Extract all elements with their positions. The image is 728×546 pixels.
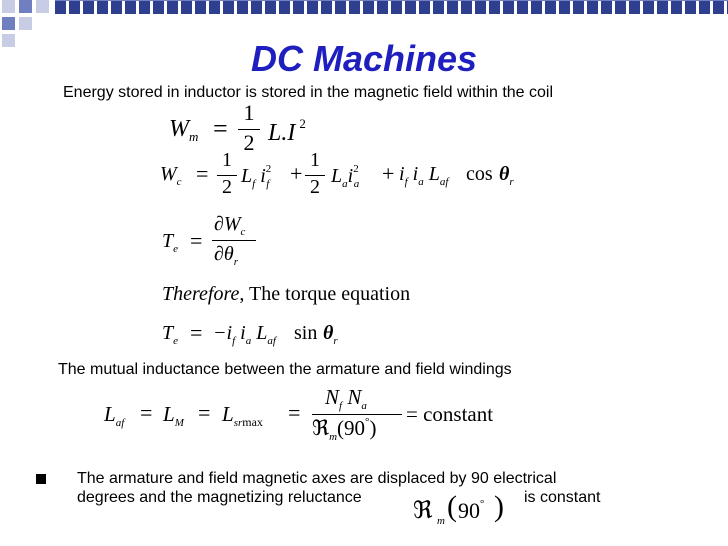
slide-title: DC Machines xyxy=(250,38,478,79)
bullet-line-2: degrees and the magnetizing reluctance xyxy=(77,489,362,506)
bullet-tail: is constant xyxy=(524,489,601,506)
bullet-line-1: The armature and field magnetic axes are displaced by 90 electrical xyxy=(77,470,557,487)
torque-equation-label: , The torque equation xyxy=(239,283,411,305)
therefore-line xyxy=(162,283,410,306)
constant-label: = constant xyxy=(406,402,494,426)
therefore-word: Therefore xyxy=(162,283,240,305)
intro-text: Energy stored in inductor is stored in the magnetic field within the coil xyxy=(63,84,554,101)
header-stripe xyxy=(55,0,728,14)
mutual-inductance-text: The mutual inductance between the armature and field windings xyxy=(58,361,512,378)
bullet-square xyxy=(36,474,46,484)
